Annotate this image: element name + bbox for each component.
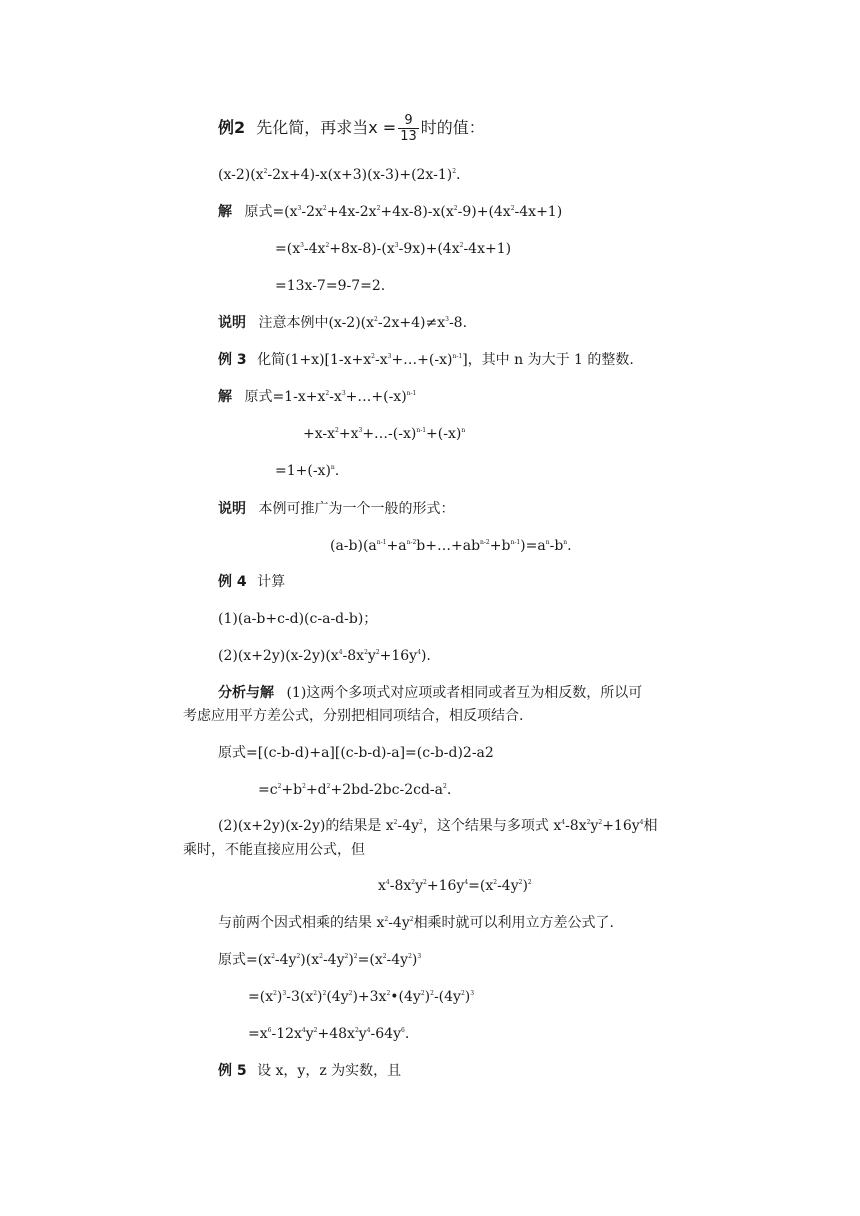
example-2-expression: $(x-2)(x^2-2x+4)-x(x+3)(x-3)+(2x-1)^2$. — [218, 167, 461, 183]
note-2: 说明 注意本例中$(x-2)(x^2-2x+4)\ne x^3-8$. — [218, 315, 468, 331]
solution-2-line-3: =13x-7=9-7=2. — [275, 278, 386, 294]
calc-1-line-1: 原式=[(c-b-d)+a][(c-b-d)-a]=(c-b-d)2-a2 — [218, 745, 494, 761]
part-2-line-2: 乘时，不能直接应用公式，但 — [183, 842, 365, 858]
example-4-item-2: $(2)(x+2y)(x-2y)(x^4-8x^2y^2+16y^4)$. — [218, 648, 431, 664]
note-label: 说明 — [218, 501, 246, 517]
formula-general: $(a-b)(a^{n-1}+a^{n-2}b+\dots+ab^{n-2}+b^{n-1})=a^n-b^n$. — [330, 538, 572, 554]
solution-3-line-3: $=1+(-x)^n$. — [275, 463, 340, 479]
calc-1-line-2: $=c^2+b^2+d^2+2bd-2bc-2cd-a^2$. — [258, 782, 452, 798]
example-5-heading: 例 5 设 x，y，z 为实数，且 — [218, 1063, 402, 1079]
analysis-label: 分析与解 — [218, 685, 274, 701]
note-label: 说明 — [218, 315, 246, 331]
solution-2-line-2: $=(x^3-4x^2+8x-8)-(x^3-9x)+(4x^2-4x+1)$ — [275, 241, 512, 257]
note-3: 说明 本例可推广为一个一般的形式： — [218, 501, 455, 517]
example-label: 例2 — [218, 118, 246, 137]
formula-identity: $x^4-8x^2y^2+16y^4=(x^2-4y^2)^2$ — [378, 878, 532, 894]
calc-2-line-2: $=(x^2)^3-3(x^2)^2(4y^2)+3x^2•(4y^2)^2-(4y^2)^3$ — [248, 989, 475, 1005]
solution-label: 解 — [218, 204, 232, 220]
solution-3-line-2: $+x-x^2+x^3+\dots-(-x)^{n-1}+(-x)^n$ — [303, 426, 466, 442]
analysis-line-1: 分析与解 (1)这两个多项式对应项或者相同或者互为相反数，所以可 — [218, 685, 643, 701]
heading-text: 先化简，再求当x = — [256, 118, 397, 137]
part-2-line-1: (2)(x+2y)(x-2y)的结果是 $x^2-4y^2$，这个结果与多项式 $x^4-8x^2y^2+16y^4$相 — [218, 818, 658, 834]
solution-label: 解 — [218, 389, 232, 405]
solution-2-line-1: 解 原式$=(x^3-2x^2+4x-2x^2+4x-8)-x(x^2-9)+(4x^2-4x+1)$ — [218, 204, 563, 220]
example-label: 例 3 — [218, 352, 247, 368]
example-2-heading — [218, 113, 485, 144]
heading-text: 时的值： — [420, 118, 485, 137]
analysis-line-2: 考虑应用平方差公式，分别把相同项结合，相反项结合. — [183, 708, 524, 724]
calc-2-line-1: 原式$=(x^2-4y^2)(x^2-4y^2)^2=(x^2-4y^2)^3$ — [218, 952, 422, 968]
example-label: 例 4 — [218, 574, 247, 590]
calc-2-line-3: $=x^6-12x^4y^2+48x^2y^4-64y^6$. — [248, 1026, 410, 1042]
solution-3-line-1: 解 原式$=1-x+x^2-x^3+\dots+(-x)^{n-1}$ — [218, 389, 417, 405]
part-2-line-3: 与前两个因式相乘的结果 $x^2-4y^2$相乘时就可以利用立方差公式了. — [218, 915, 615, 931]
example-4-item-1: (1)(a-b+c-d)(c-a-d-b)； — [218, 611, 378, 627]
fraction: $\frac{9}{13}$ — [400, 113, 417, 144]
example-4-heading: 例 4 计算 — [218, 574, 286, 590]
example-label: 例 5 — [218, 1063, 247, 1079]
example-3-heading: 例 3 化简$(1+x)[1-x+x^2-x^3+\dots+(-x)^{n-1}]$，其中 n 为大于 1 的整数. — [218, 352, 634, 368]
